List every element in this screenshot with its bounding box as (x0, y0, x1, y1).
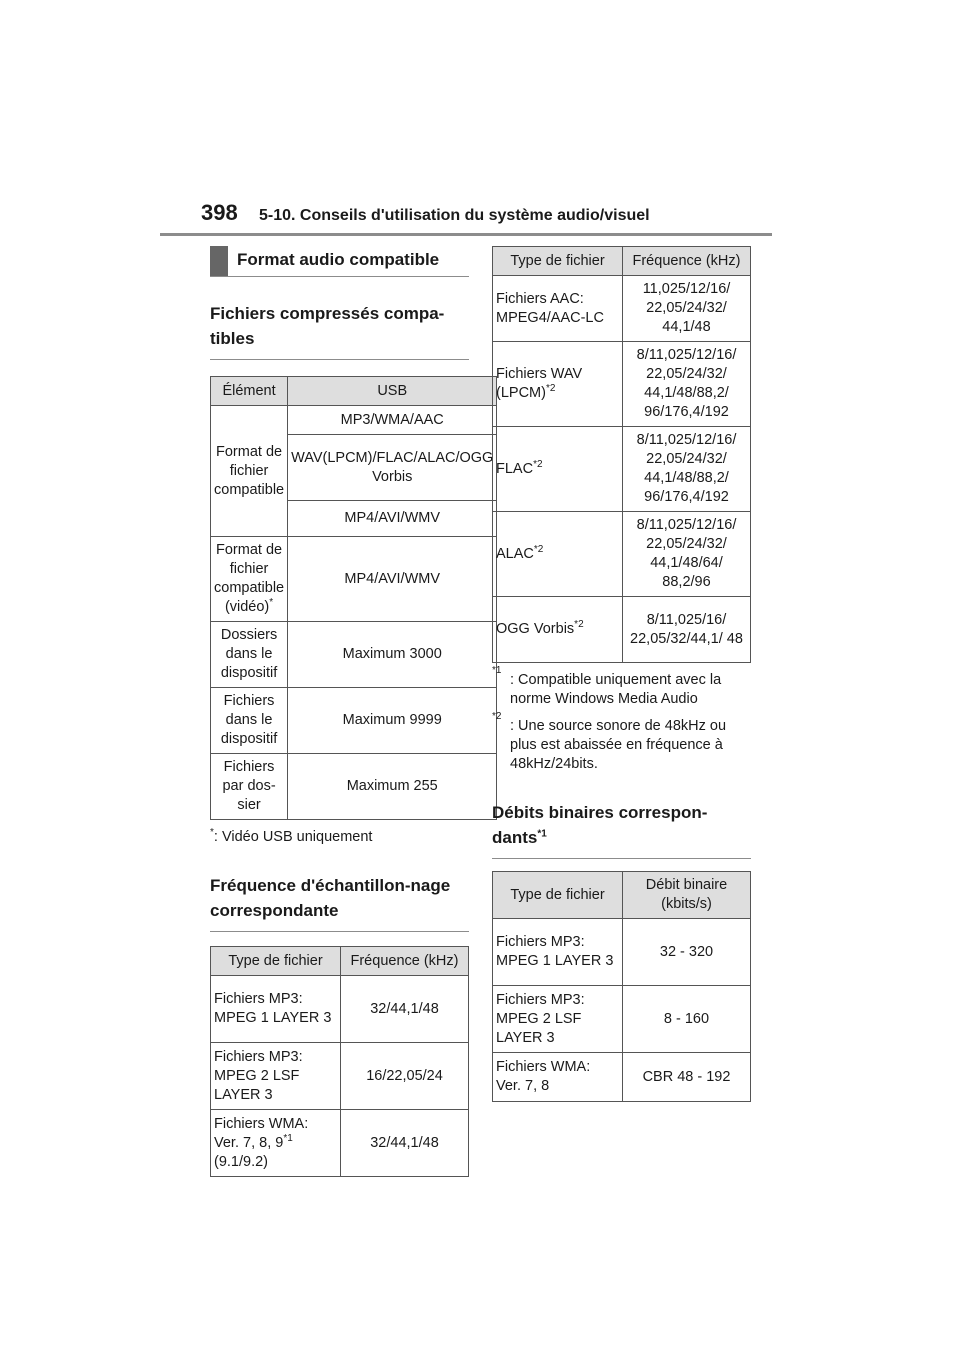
table-row (211, 406, 497, 435)
bitrate-heading: Débits binaires correspon-dants$^{*1}$ (492, 800, 751, 859)
col-header: Type de fichier (493, 872, 623, 919)
footnote-mark: *1 (283, 1132, 293, 1144)
sampling-table-continued (492, 246, 751, 663)
file-type: Fichiers WMA: Ver. 7, 8, 9$^{*1}$ (9.1/9.2) (211, 1110, 341, 1177)
footnote-mark: *2 (533, 458, 543, 470)
section-title: Format audio compatible (237, 250, 440, 269)
footnote-mark: *2 (545, 383, 556, 395)
frequency-value: 16/22,05/24 (341, 1043, 469, 1110)
frequency-value: 8/11,025/12/16/ 22,05/24/32/ 44,1/48/64/ 88,2/96 (623, 512, 751, 597)
footnote-mark: * (210, 827, 214, 839)
table-row (493, 986, 751, 1053)
compressed-table (210, 376, 497, 820)
table-row (211, 537, 497, 622)
file-type: Fichiers MP3: MPEG 1 LAYER 3 (493, 919, 623, 986)
table-row (211, 976, 469, 1043)
video-value: MP4/AVI/WMV (288, 537, 497, 622)
table-row (493, 512, 751, 597)
table-row (211, 622, 497, 688)
file-type: Fichiers MP3: MPEG 2 LSF LAYER 3 (211, 1043, 341, 1110)
file-type: Fichiers WAV (LPCM)$^{*2}$ (493, 342, 623, 427)
frequency-value: 8/11,025/16/ 22,05/32/44,1/ 48 (623, 597, 751, 663)
frequency-value: 8/11,025/12/16/ 22,05/24/32/ 44,1/48/88,2/ 96/176,4/192 (623, 342, 751, 427)
row-value: Maximum 255 (288, 754, 497, 820)
table-row (211, 1043, 469, 1110)
table-row (493, 427, 751, 512)
bitrate-table (492, 871, 751, 1102)
frequency-value: 32/44,1/48 (341, 976, 469, 1043)
file-type: Fichiers MP3: MPEG 2 LSF LAYER 3 (493, 986, 623, 1053)
format-label: Format de fichier compatible (211, 406, 288, 537)
format-value: MP3/WMA/AAC (288, 406, 497, 435)
col-header: Élément (211, 377, 288, 406)
table-row (211, 1110, 469, 1177)
left-column (210, 246, 494, 1177)
file-type: OGG Vorbis$^{*2}$ (493, 597, 623, 663)
chapter-title: 5-10. Conseils d'utilisation du système audio/visuel (259, 207, 650, 224)
row-label: Fichiers dans le dispositif (211, 688, 288, 754)
footnote: *2 : Une source sonore de 48kHz ou plus est abaissée en fréquence à 48kHz/24bits. (492, 711, 727, 772)
right-column (492, 246, 751, 1102)
sampling-heading: Fréquence d'échantillon-nage correspondante (210, 873, 469, 932)
frequency-value: 8/11,025/12/16/ 22,05/24/32/ 44,1/48/88,2/ 96/176,4/192 (623, 427, 751, 512)
table-row (493, 1053, 751, 1102)
row-value: Maximum 9999 (288, 688, 497, 754)
col-header: Fréquence (kHz) (341, 947, 469, 976)
table-row (493, 276, 751, 342)
table-row (211, 754, 497, 820)
format-value: MP4/AVI/WMV (288, 501, 497, 537)
file-type: ALAC$^{*2}$ (493, 512, 623, 597)
page-number: 398 (201, 200, 238, 225)
sampling-table (210, 946, 469, 1177)
col-header: Fréquence (kHz) (623, 247, 751, 276)
table-header-row (493, 247, 751, 276)
header-rule (160, 233, 772, 236)
footnote-mark: * (269, 597, 274, 609)
col-header: Débit binaire (kbits/s) (623, 872, 751, 919)
row-label: Dossiers dans le dispositif (211, 622, 288, 688)
table-row (493, 919, 751, 986)
bitrate-value: 8 - 160 (623, 986, 751, 1053)
table-header-row (211, 947, 469, 976)
row-value: Maximum 3000 (288, 622, 497, 688)
file-type: Fichiers MP3: MPEG 1 LAYER 3 (211, 976, 341, 1043)
footnote: *1 : Compatible uniquement avec la norme Windows Media Audio (492, 665, 722, 707)
table-row (493, 342, 751, 427)
col-header: Type de fichier (493, 247, 623, 276)
file-type: Fichiers AAC: MPEG4/AAC-LC (493, 276, 623, 342)
table-row (211, 688, 497, 754)
footnote-mark: *2 (533, 543, 544, 555)
file-type: FLAC$^{*2}$ (493, 427, 623, 512)
col-header: Type de fichier (211, 947, 341, 976)
bitrate-value: 32 - 320 (623, 919, 751, 986)
table-header-row (211, 377, 497, 406)
footnote-mark: *1 (537, 828, 547, 840)
compressed-heading: Fichiers compressés compa-tibles (210, 301, 469, 360)
section-marker (210, 246, 228, 276)
table-header-row (493, 872, 751, 919)
row-label: Fichiers par dos-sier (211, 754, 288, 820)
compressed-note: *: Vidéo USB uniquement (210, 827, 373, 845)
format-value: WAV(LPCM)/FLAC/ALAC/OGG Vorbis (288, 435, 497, 501)
section-title-box (210, 246, 469, 277)
frequency-value: 32/44,1/48 (341, 1110, 469, 1177)
file-type: Fichiers WMA: Ver. 7, 8 (493, 1053, 623, 1102)
video-label: Format de fichier compatible (vidéo)* (211, 537, 288, 622)
footnote-mark: *2 (574, 619, 584, 631)
table-row (493, 597, 751, 663)
col-header: USB (288, 377, 497, 406)
bitrate-value: CBR 48 - 192 (623, 1053, 751, 1102)
frequency-value: 11,025/12/16/ 22,05/24/32/ 44,1/48 (623, 276, 751, 342)
